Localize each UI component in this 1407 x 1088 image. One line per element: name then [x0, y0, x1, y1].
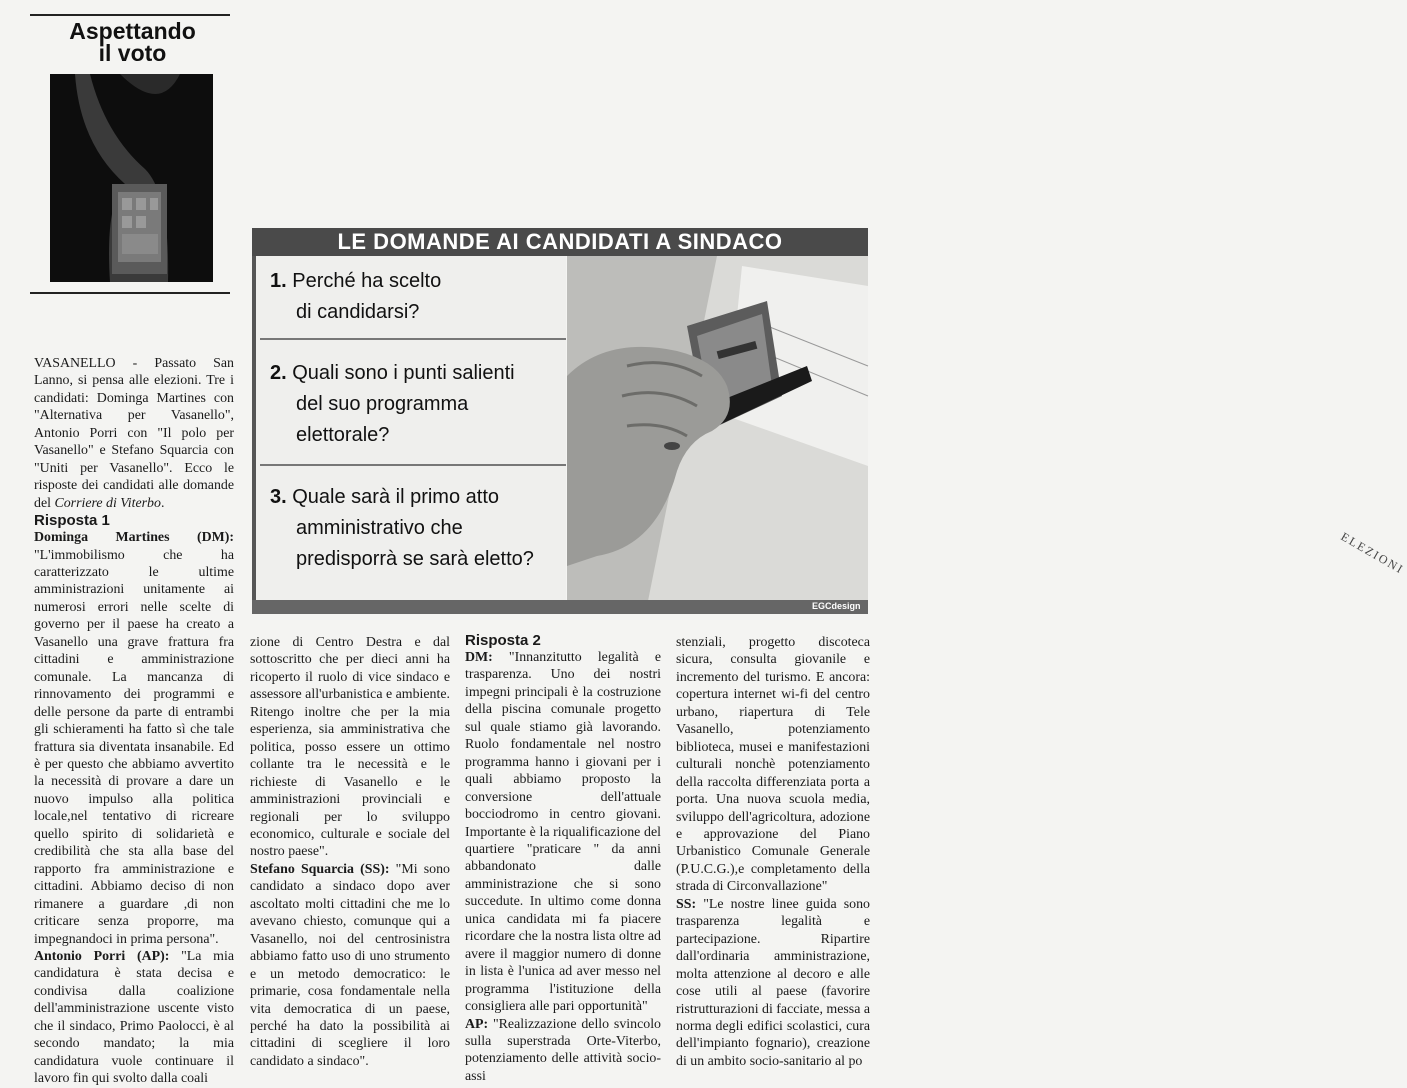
sidebar-top-rule [30, 14, 230, 16]
question-2-text-a: Quali sono i punti salienti [292, 362, 515, 384]
ap-answer-1-text: "La mia candidatura è stata decisa e condivisa dalla coalizione dell'amministrazione uscente visto che il sindaco, Primo Paolocci, è al secondo mandato; la mia candidatura vuole continuare il lavoro fin qui svolto dalla coali [34, 948, 234, 1087]
voting-hand-illustration [567, 256, 868, 606]
ap-answer-1-continued: zione di Centro Destra e dal sottoscritto che per dieci anni ha ricoperto il ruolo di vice sindaco e assessore all'urbanistica e ambiente. Ritengo inoltre che per la mia esperienza, sia amministrativa che politica, posso essere un ottimo collante tra le necessità e le richieste di Vasanello e le amministrazioni provinciali e regionali per lo sviluppo economico, culturale e sociale del nostro paese". [250, 635, 450, 860]
ss-answer-2-text: "Le nostre linee guida sono trasparenza legalità e partecipazione. Ripartire dall'ordinaria amministrazione, molta attenzione al decoro e alle cose utili al paese (favorire ristrutturazioni di facciate, messa a norma degli edifici scolastici, cura dell'impianto fognario), creazione di un ambito socio-sanitario al po [676, 896, 871, 1069]
questions-banner: LE DOMANDE AI CANDIDATI A SINDACO [252, 228, 868, 256]
newspaper-name: Corriere di Viterbo [54, 495, 161, 511]
ap-answer-2-text: "Realizzazione dello svincolo sulla superstrada Orte-Viterbo, potenziamento delle attività socio-assi [465, 1016, 661, 1084]
design-credit: EGCdesign [812, 601, 861, 611]
intro-paragraph [34, 355, 234, 512]
question-divider-1 [260, 338, 566, 340]
dm-answer-1 [34, 529, 234, 948]
article-column-2 [250, 634, 450, 1070]
ballot-box-illustration [50, 74, 213, 282]
ss-speaker: Stefano Squarcia (SS): [250, 861, 390, 877]
sidebar-bottom-rule [30, 292, 230, 294]
ss-answer-2 [676, 896, 870, 1071]
question-2-line3: elettorale? [296, 424, 390, 446]
voting-photo [567, 256, 1407, 606]
question-1-line1 [270, 266, 560, 297]
question-1-line2: di candidarsi? [296, 301, 420, 323]
question-1-text-a: Perché ha scelto [292, 270, 442, 292]
ap2-speaker: AP: [465, 1016, 489, 1032]
ss-answer-1-text: "Mi sono candidato a sindaco dopo aver ascoltato molti cittadini che me lo avevano chiesto, comunque qui a Vasanello, noi del centrosinistra abbiamo fatto uso di uno strumento e un metodo democratico: le primarie, cosa fondamentale nella vita democratica di un paese, perché ha dato la possibilità ai cittadini di scegliere il loro candidato a sindaco". [250, 861, 450, 1069]
banner-bottom-strip [252, 600, 868, 614]
question-2-line1 [270, 358, 560, 389]
question-3-number: 3. [270, 486, 287, 508]
ss-answer-1 [250, 861, 450, 1070]
ap-answer-2-continued: stenziali, progetto discoteca sicura, consulta giovanile e incremento del turismo. E ancora: copertura internet wi-fi del centro urbano, riapertura di Tele Vasanello, potenziamento biblioteca, musei e manifestazioni culturali nonchè potenziamento della raccolta differenziata porta a porta. Una nuova scuola media, sviluppo dell'agricoltura, adozione e approvazione del Piano Urbanistico Comunale Generale (P.U.C.G.),e completamento della strada di Circonvallazione" [676, 635, 870, 895]
question-3-line3: predisporrà se sarà eletto? [296, 548, 534, 570]
questions-panel [252, 256, 566, 606]
question-2-line2: del suo programma [296, 393, 469, 415]
question-3-text-a: Quale sarà il primo atto [292, 486, 500, 508]
question-divider-2 [260, 464, 566, 466]
dm-speaker: Dominga Martines (DM): [34, 530, 234, 546]
question-2-number: 2. [270, 362, 287, 384]
sidebar-title-line1: Aspettando [69, 18, 196, 44]
intro-text: VASANELLO - Passato San Lanno, si pensa alle elezioni. Tre i candidati: Dominga Martines con "Alternativa per Vasanello", Antonio Porri con "Il polo per Vasanello" e Stefano Squarcia con "Uniti per Vasanello". Ecco le risposte dei candidati alle domande del [34, 356, 234, 511]
ss2-speaker: SS: [676, 896, 697, 912]
question-3-line2: amministrativo che [296, 517, 463, 539]
intro-end: . [160, 495, 165, 511]
ballot-box-photo [50, 74, 213, 282]
risposta-2-heading: Risposta 2 [465, 632, 541, 649]
question-3-line1 [270, 482, 560, 513]
ap-answer-2 [465, 1016, 661, 1086]
sidebar-title [30, 20, 235, 64]
dm2-speaker: DM: [465, 650, 493, 665]
sidebar-title-line2: il voto [98, 40, 167, 66]
article-column-4 [676, 634, 870, 1070]
ballot-label: ELEZIONI [1338, 529, 1407, 577]
risposta-1-heading: Risposta 1 [34, 512, 110, 530]
ap-answer-1 [34, 948, 234, 1088]
question-1-number: 1. [270, 270, 287, 292]
article-column-3 [465, 632, 661, 1085]
question-1 [270, 266, 560, 328]
ap-speaker: Antonio Porri (AP): [34, 948, 170, 964]
dm-answer-1-text: "L'immobilismo che ha caratterizzato le ultime amministrazioni unitamente ai numerosi errori nelle scelte di governo per il paese ha creato a Vasanello una grave frattura fra cittadini e amministrazione comunale. La mancanza di rinnovamento dei programmi e delle persone da parte di entrambi gli schieramenti ha fatto sì che tale frattura sia diventata insanabile. Ed è per questo che abbiamo avvertito la necessità di provare a dare un nuovo impulso alla politica locale,nel tentativo di ricreare quello spirito di solidarietà e credibilità che sta alla base del rapporto fra amministrazione e cittadini. Abbiamo deciso di non rimanere a guardare ,di non criticare senza proporre, ma impegnandoci in prima persona". [34, 547, 234, 947]
dm-answer-2 [465, 649, 661, 1016]
question-2 [270, 358, 560, 451]
article-column-1 [34, 355, 234, 1088]
dm-answer-2-text: "Innanzitutto legalità e trasparenza. Uno dei nostri impegni principali è la costruzione della piscina comunale progetto sul quale stiamo già lavorando. Ruolo fondamentale nel nostro programma hanno i giovani per i quali abbiamo proposto la conversione dell'attuale bocciodromo in centro giovani. Importante è la riqualificazione del quartiere "praticare " da anni abbandonato dalle amministrazione che si sono succedute. In ultimo come donna unica candidata mi fa piacere ricordare che la nostra lista oltre ad avere il maggior numero di donne in lista è l'unica ad aver messo nel programma l'istituzione della consigliera alle pari opportunità" [465, 650, 661, 1015]
question-3 [270, 482, 560, 575]
